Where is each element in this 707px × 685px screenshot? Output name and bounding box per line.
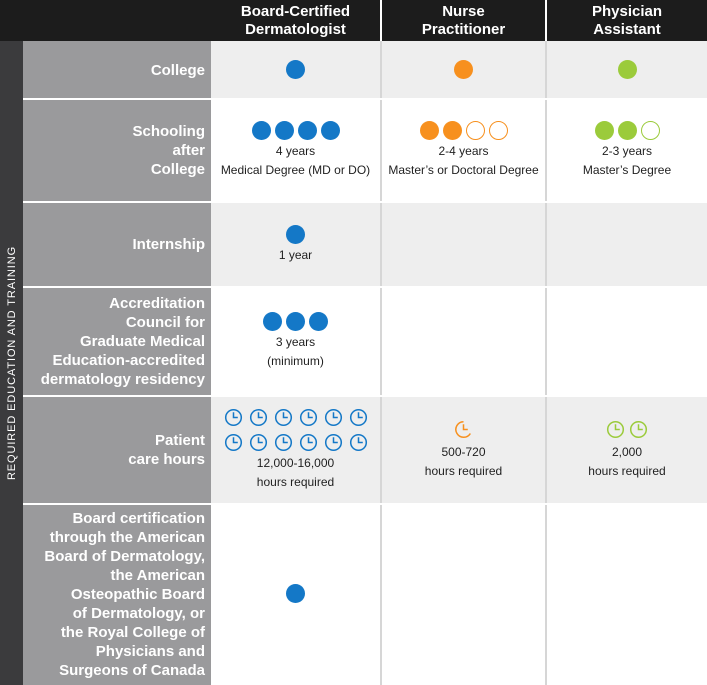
empty-dot-icon <box>489 121 508 140</box>
clock-icon <box>274 408 293 427</box>
row-label-line: Education-accredited <box>52 352 205 369</box>
filled-dot-icon <box>443 121 462 140</box>
cell-physician-assistant <box>547 396 707 504</box>
cell-dermatologist <box>211 396 380 504</box>
dot-group <box>286 584 305 603</box>
cell-text: 3 years <box>275 335 316 349</box>
row-label-line: Board of Dermatology, <box>44 548 205 565</box>
partial-clock-icon <box>454 420 473 439</box>
row-label-line: Accreditation <box>109 295 205 312</box>
clock-icon <box>324 408 343 427</box>
row-label-line: Patient <box>154 432 205 449</box>
empty-dot-icon <box>466 121 485 140</box>
row-label-line: of Dermatology, or <box>72 605 205 622</box>
cell-text: 2-4 years <box>438 144 489 158</box>
row-label-patient-care <box>23 396 211 504</box>
row-label-line: Graduate Medical <box>79 333 205 350</box>
filled-dot-icon <box>618 121 637 140</box>
dot-group <box>420 121 508 140</box>
cell-physician-assistant <box>547 41 707 99</box>
cell-text: 4 years <box>275 144 316 158</box>
clock-group <box>454 420 473 439</box>
row-label-line: Surgeons of Canada <box>59 662 205 679</box>
row-label-line: the Royal College of <box>60 624 205 641</box>
clock-icon <box>224 433 243 452</box>
row-label-line: Board certification <box>72 510 205 527</box>
cell-dermatologist <box>211 202 380 287</box>
clock-group <box>606 420 648 439</box>
cell-nurse-practitioner <box>382 41 545 99</box>
row-label-line: Osteopathic Board <box>70 586 205 603</box>
dot-group <box>595 121 660 140</box>
clock-icon <box>299 433 318 452</box>
row-label-line: Internship <box>132 236 205 253</box>
dot-group <box>263 312 328 331</box>
cell-text: Medical Degree (MD or DO) <box>220 163 371 177</box>
row-label-line: after <box>172 142 205 159</box>
filled-dot-icon <box>618 60 637 79</box>
dot-group <box>286 225 305 244</box>
filled-dot-icon <box>309 312 328 331</box>
row-label-line: through the American <box>49 529 205 546</box>
filled-dot-icon <box>286 225 305 244</box>
filled-dot-icon <box>595 121 614 140</box>
cell-dermatologist <box>211 287 380 396</box>
clock-icon <box>274 433 293 452</box>
cell-text: 2-3 years <box>601 144 653 158</box>
filled-dot-icon <box>252 121 271 140</box>
dot-group <box>618 60 637 79</box>
dot-group <box>286 60 305 79</box>
cell-physician-assistant <box>547 99 707 202</box>
cell-text: 500-720 <box>441 444 486 459</box>
header-corner <box>0 0 211 41</box>
row-label-line: Council for <box>125 314 205 331</box>
row-label-line: Schooling <box>132 123 205 140</box>
row-label-schooling <box>23 99 211 202</box>
clock-icon <box>349 433 368 452</box>
cell-text: hours required <box>424 463 503 478</box>
cell-text: 2,000 <box>611 444 643 459</box>
side-label: REQUIRED EDUCATION AND TRAINING <box>6 245 18 481</box>
clock-icon <box>299 408 318 427</box>
filled-dot-icon <box>420 121 439 140</box>
cell-dermatologist <box>211 41 380 99</box>
header-line: Nurse <box>442 2 485 20</box>
dot-group <box>252 121 340 140</box>
cell-text: hours required <box>256 475 335 489</box>
cell-text: Master’s or Doctoral Degree <box>388 163 539 177</box>
filled-dot-icon <box>275 121 294 140</box>
filled-dot-icon <box>286 584 305 603</box>
filled-dot-icon <box>454 60 473 79</box>
header-dermatologist <box>211 0 380 41</box>
filled-dot-icon <box>298 121 317 140</box>
row-label-line: College <box>150 61 205 79</box>
cell-dermatologist <box>211 99 380 202</box>
header-line: Board-Certified <box>240 2 351 20</box>
cell-nurse-practitioner <box>382 99 545 202</box>
clock-icon <box>629 420 648 439</box>
cell-text: (minimum) <box>267 354 324 368</box>
filled-dot-icon <box>286 60 305 79</box>
empty-dot-icon <box>641 121 660 140</box>
row-label-line: the American <box>110 567 205 584</box>
cell-text: hours required <box>588 463 666 478</box>
dot-group <box>454 60 473 79</box>
cell-text: 1 year <box>278 247 313 262</box>
clock-icon <box>224 408 243 427</box>
header-nurse-practitioner <box>382 0 545 41</box>
cell-nurse-practitioner <box>382 396 545 504</box>
clock-group <box>224 408 368 452</box>
row-label-internship <box>23 202 211 287</box>
header-physician-assistant <box>547 0 707 41</box>
clock-icon <box>606 420 625 439</box>
clock-icon <box>249 433 268 452</box>
row-label-line: College <box>150 161 205 178</box>
row-label-line: care hours <box>128 451 205 468</box>
filled-dot-icon <box>321 121 340 140</box>
filled-dot-icon <box>286 312 305 331</box>
cell-text: 12,000-16,000 <box>256 456 335 470</box>
header-line: Assistant <box>593 20 661 38</box>
filled-dot-icon <box>263 312 282 331</box>
row-label-board-certification <box>23 504 211 685</box>
header-line: Physician <box>591 2 663 20</box>
header-line: Dermatologist <box>245 20 346 38</box>
cell-text: Master’s Degree <box>582 163 672 177</box>
row-label-line: Physicians and <box>95 643 205 660</box>
row-label-residency <box>23 287 211 396</box>
clock-icon <box>349 408 368 427</box>
header-line: Practitioner <box>421 20 506 38</box>
row-label-college <box>23 41 211 99</box>
clock-icon <box>249 408 268 427</box>
cell-dermatologist <box>211 504 380 685</box>
clock-icon <box>324 433 343 452</box>
row-label-line: dermatology residency <box>40 371 205 388</box>
